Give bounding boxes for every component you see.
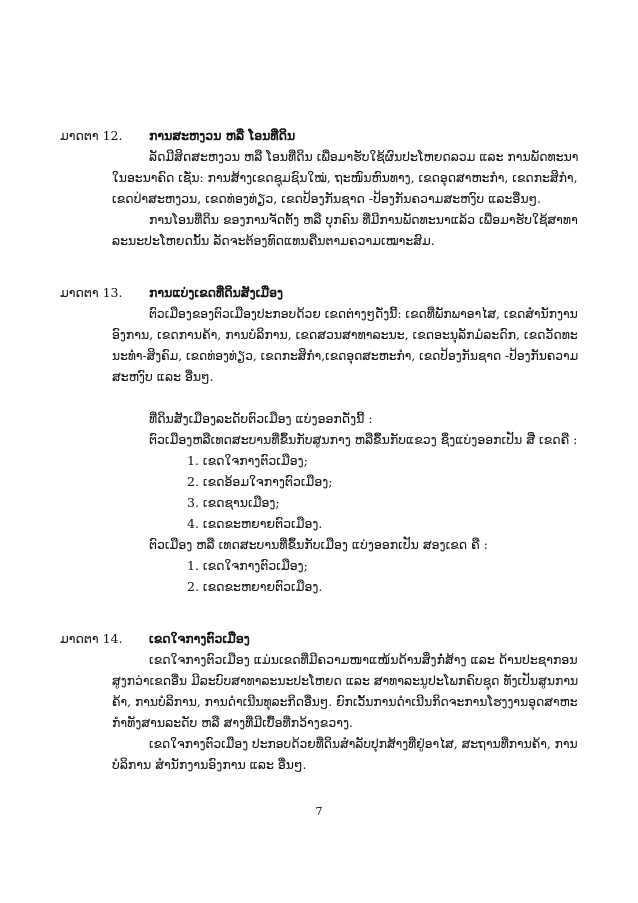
list-item: 4. ເຂດຂະຫຍາຍຕົວເມືອງ. bbox=[187, 516, 323, 531]
article-12-line: ລັດມີສິດສະຫງວນ ຫລື ໂອນທີ່ດິນ ເພື່ອມາຮັບໃຊ້ຜົນປະໂຫຍດລວມ ແລະ ການພັດທະນາ bbox=[149, 149, 579, 164]
article-12-number: ມາດຕາ 12. bbox=[60, 128, 123, 143]
list-item: 2. ເຂດອ້ອມໃຈກາງຕົວເມືອງ; bbox=[187, 474, 333, 489]
article-12-line: ໃນອະນາຄົດ ເຊັ່ນ: ການສ້າງເຂດຊຸມຊົນໃໝ່, ຖະໜົນຫົນທາງ, ເຂດອຸດສາຫະກໍາ, ເຂດກະສິກໍາ, bbox=[112, 170, 578, 185]
article-12-line: ການໂອນທີ່ດິນ ຂອງການຈັດຕັ້ງ ຫລື ບຸກຄົນ ທີ່ມີການພັດທະນາແລ້ວ ເພື່ອມາຮັບໃຊ້ສາທາ bbox=[149, 212, 578, 227]
article-14-line: ສູງກວ່າເຂດອື່ນ ມີລະບົບສາທາລະນະປະໂຫຍດ ແລະ ສາທາລະນູປະໂພກຄົບຊຸດ ທັງເປັນສູນການ bbox=[112, 673, 579, 688]
list-item: 1. ເຂດໃຈກາງຕົວເມືອງ; bbox=[187, 453, 308, 468]
article-13-line: ຕົວເມືອງຂອງຕົວເມືອງປະກອບດ້ວຍ ເຂດຕ່າງໆດັ່ງນີ້: ເຂດທີ່ພັກພາອາໄສ, ເຂດສໍານັກງານ bbox=[149, 306, 578, 321]
article-14-number: ມາດຕາ 14. bbox=[60, 631, 123, 646]
list-item: 1. ເຂດໃຈກາງຕົວເມືອງ; bbox=[187, 558, 308, 573]
article-13-line: ຕົວເມືອງ ຫລື ເທດສະບານທີ່ຂຶ້ນກັບເມືອງ ແບ່ງອອກເປັນ ສອງເຂດ ຄື : bbox=[149, 537, 488, 552]
article-14-title: ເຂດໃຈກາງຕົວເມືອງ bbox=[149, 631, 250, 646]
article-12-line: ລະນະປະໂຫຍດນັ້ນ ລັດຈະຕ້ອງທົດແທນຄືນຕາມຄວາມເໝາະສົມ. bbox=[112, 233, 435, 248]
article-13-line: ຕົວເມືອງຫລືເທດສະບານທີ່ຂຶ້ນກັບສູນກາງ ຫລືຂຶ້ນກັບແຂວງ ຊຶ່ງແບ່ງອອກເປັນ ສີ່ ເຂດຄື : bbox=[149, 432, 578, 447]
article-13-line: ສະຫງົບ ແລະ ອື່ນໆ. bbox=[112, 369, 214, 384]
article-14-line: ກໍາທັງສານລະດັບ ຫລື ສາງທີ່ມີເບື້ອທີ່ກວ້າງຂວາງ. bbox=[112, 715, 353, 730]
article-13-number: ມາດຕາ 13. bbox=[60, 285, 123, 300]
article-12-line: ເຂດປ່າສະຫງວນ, ເຂດທ່ອງທ່ຽວ, ເຂດປ້ອງກັນຊາດ -ປ້ອງກັນຄວາມສະຫງົບ ແລະອື່ນໆ. bbox=[112, 191, 541, 206]
article-13-title: ການແບ່ງເຂດທີ່ດິນສັງເມືອງ bbox=[149, 285, 284, 300]
page-number: 7 bbox=[315, 805, 323, 818]
list-item: 2. ເຂດຂະຫຍາຍຕົວເມືອງ. bbox=[187, 579, 323, 594]
article-13-line: ນະທໍາ-ສິງຄົມ, ເຂດທ່ອງທ່ຽວ, ເຂດກະສິກໍາ,ເຂດອຸດສະຫະກໍາ, ເຂດປ້ອງກັນຊາດ -ປ້ອງກັນຄວາມ bbox=[112, 348, 579, 363]
article-14-line: ບໍລິການ ສໍານັກງານອົງການ ແລະ ອື່ນໆ. bbox=[112, 757, 307, 772]
article-12-title: ການສະຫງວນ ຫລື ໂອນທີ່ດິນ bbox=[149, 128, 296, 143]
article-13-line: ອົງການ, ເຂດການຄ້າ, ການບໍລິການ, ເຂດສວນສາທາລະນະ, ເຂດອະນຸລັກມໍລະດົກ, ເຂດວັດທະ bbox=[112, 327, 578, 342]
article-13-line: ທີ່ດິນສັງເມືອງລະດັບຕົວເມືອງ ແບ່ງອອກດັ່ງນີ້ : bbox=[149, 411, 373, 426]
article-14-line: ຄ້າ, ການບໍລິການ, ການດໍາເນີນທຸລະກິດອື່ນໆ. ຍົກເວັ້ນການດໍາເນີນກິດຈະການໂຮງງານອຸດສາຫະ bbox=[112, 694, 578, 709]
article-14-line: ເຂດໃຈກາງຕົວເມືອງ ປະກອບດ້ວຍທີ່ດິນສໍາລັບປຸກສ້າງທີ່ຢູ່ອາໄສ, ສະຖານທີ່ການຄ້າ, ການ bbox=[149, 736, 578, 751]
list-item: 3. ເຂດຊານເມືອງ; bbox=[187, 495, 280, 510]
article-14-line: ເຂດໃຈກາງຕົວເມືອງ ແມ່ນເຂດທີ່ມີຄວາມໜາແໜ້ນດ້ານສິ່ງກໍ່ສ້າງ ແລະ ດ້ານປະຊາກອນ bbox=[149, 652, 578, 667]
